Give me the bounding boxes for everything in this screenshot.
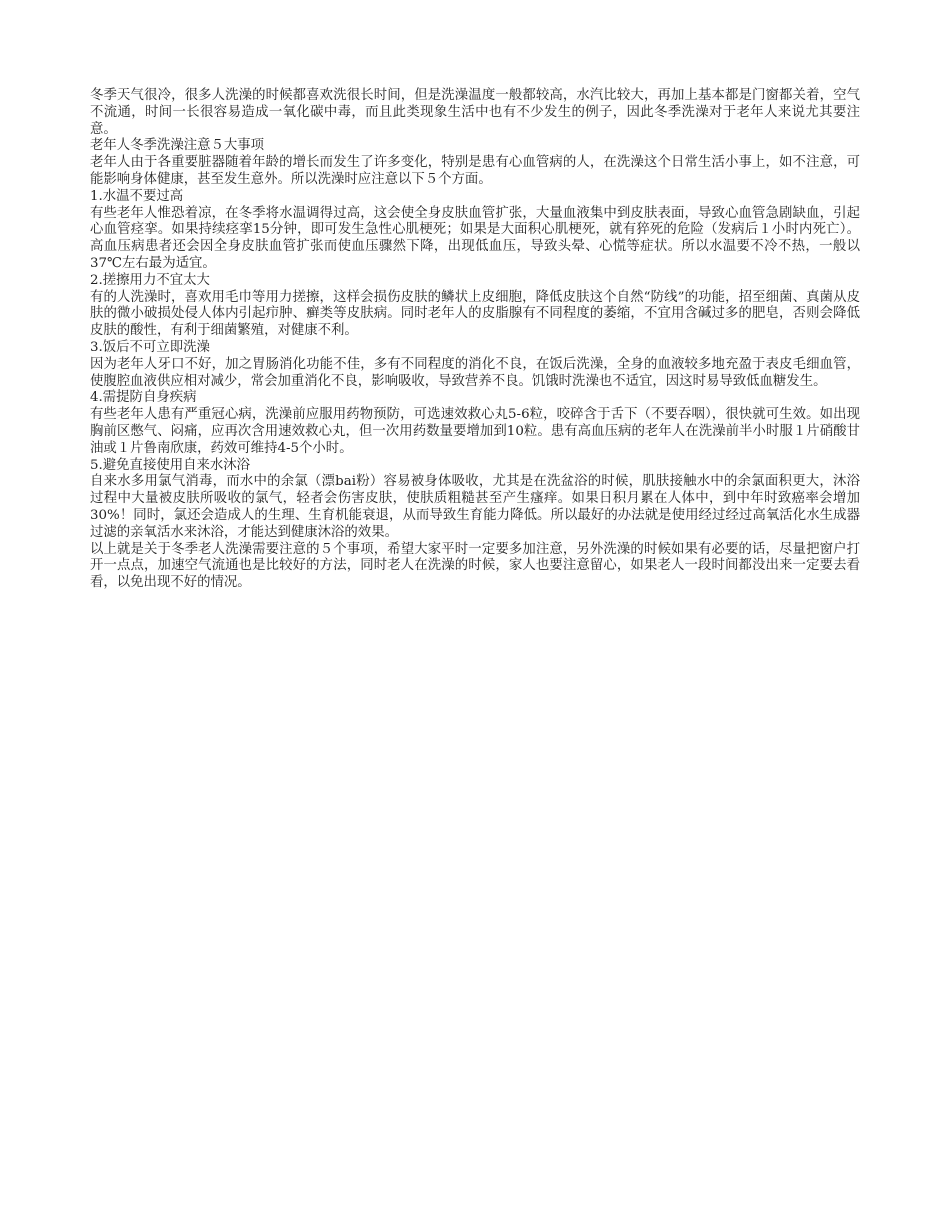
intro-paragraph: 冬季天气很冷，很多人洗澡的时候都喜欢洗很长时间，但是洗澡温度一般都较高，水汽比较大，再加上基本都是门窗都关着，空气不流通，时间一长很容易造成一氧化碳中毒，而且此类现象生活中也有不少发生的例子，因此冬季洗澡对于老年人来说尤其要注意。 bbox=[90, 88, 860, 137]
section-heading-3: 3.饭后不可立即洗澡 bbox=[90, 339, 210, 355]
conclusion-paragraph: 以上就是关于冬季老人洗澡需要注意的５个事项，希望大家平时一定要多加注意，另外洗澡的时候如果有必要的话，尽量把窗户打开一点点，加速空气流通也是比较好的方法，同时老人在洗澡的时候，家人也要注意留心，如果老人一段时间都没出来一定要去看看，以免出现不好的情况。 bbox=[90, 541, 860, 591]
section-heading-1: 1.水温不要过高 bbox=[90, 188, 184, 204]
section-heading-2: 2.搓擦用力不宜太大 bbox=[90, 272, 210, 288]
document-body bbox=[90, 88, 860, 592]
section-body-1: 有些老年人惟恐着凉，在冬季将水温调得过高，这会使全身皮肤血管扩张，大量血液集中到皮肤表面，导致心血管急剧缺血，引起心血管痉挛。如果持续痉挛15分钟，即可发生急性心肌梗死；如果是大面积心肌梗死，就有猝死的危险（发病后１小时内死亡）。高血压病患者还会因全身皮肤血管扩张而使血压骤然下降，出现低血压，导致头晕、心慌等症状。所以水温要不冷不热，一般以37℃左右最为适宜。 bbox=[90, 205, 860, 271]
section-body-2: 有的人洗澡时，喜欢用毛巾等用力搓擦，这样会损伤皮肤的鳞状上皮细胞，降低皮肤这个自然“防线”的功能，招至细菌、真菌从皮肤的微小破损处侵人体内引起疖肿、癣类等皮肤病。同时老年人的皮脂腺有不同程度的萎缩，不宜用含碱过多的肥皂，否则会降低皮肤的酸性，有利于细菌繁殖，对健康不利。 bbox=[90, 289, 860, 339]
section-heading-4: 4.需提防自身疾病 bbox=[90, 390, 197, 406]
article-title: 老年人冬季洗澡注意５大事项 bbox=[90, 138, 265, 154]
section-body-4: 有些老年人患有严重冠心病，洗澡前应服用药物预防，可选速效救心丸5-6粒，咬碎含于舌下（不要吞咽），很快就可生效。如出现胸前区憋气、闷痛，应再次含用速效救心丸，但一次用药数量要增加到10粒。患有高血压病的老年人在洗澡前半小时服１片硝酸甘油或１片鲁南欣康，药效可维持4-5个小时。 bbox=[90, 407, 860, 456]
overview-paragraph: 老年人由于各重要脏器随着年龄的增长而发生了许多变化，特别是患有心血管病的人，在洗澡这个日常生活小事上，如不注意，可能影响身体健康，甚至发生意外。所以洗澡时应注意以下５个方面。 bbox=[90, 155, 860, 187]
section-body-3: 因为老年人牙口不好，加之胃肠消化功能不佳，多有不同程度的消化不良，在饭后洗澡，全身的血液较多地充盈于表皮毛细血管，使腹腔血液供应相对减少，常会加重消化不良，影响吸收，导致营养不良。饥饿时洗澡也不适宜，因这时易导致低血糖发生。 bbox=[90, 356, 860, 389]
section-body-5: 自来水多用氯气消毒，而水中的余氯（漂bai粉）容易被身体吸收，尤其是在洗盆浴的时候，肌肤接触水中的余氯面积更大，沐浴过程中大量被皮肤所吸收的氯气，轻者会伤害皮肤，使肤质粗糙甚至产生瘙痒。如果日积月累在人体中，到中年时致癌率会增加30%！同时，氯还会造成人的生理、生育机能衰退，从而导致生育能力降低。所以最好的办法就是使用经过经过高氧活化水生成器过滤的亲氧活水来沐浴，才能达到健康沐浴的效果。 bbox=[90, 474, 860, 540]
section-heading-5: 5.避免直接使用自来水沐浴 bbox=[90, 457, 251, 473]
